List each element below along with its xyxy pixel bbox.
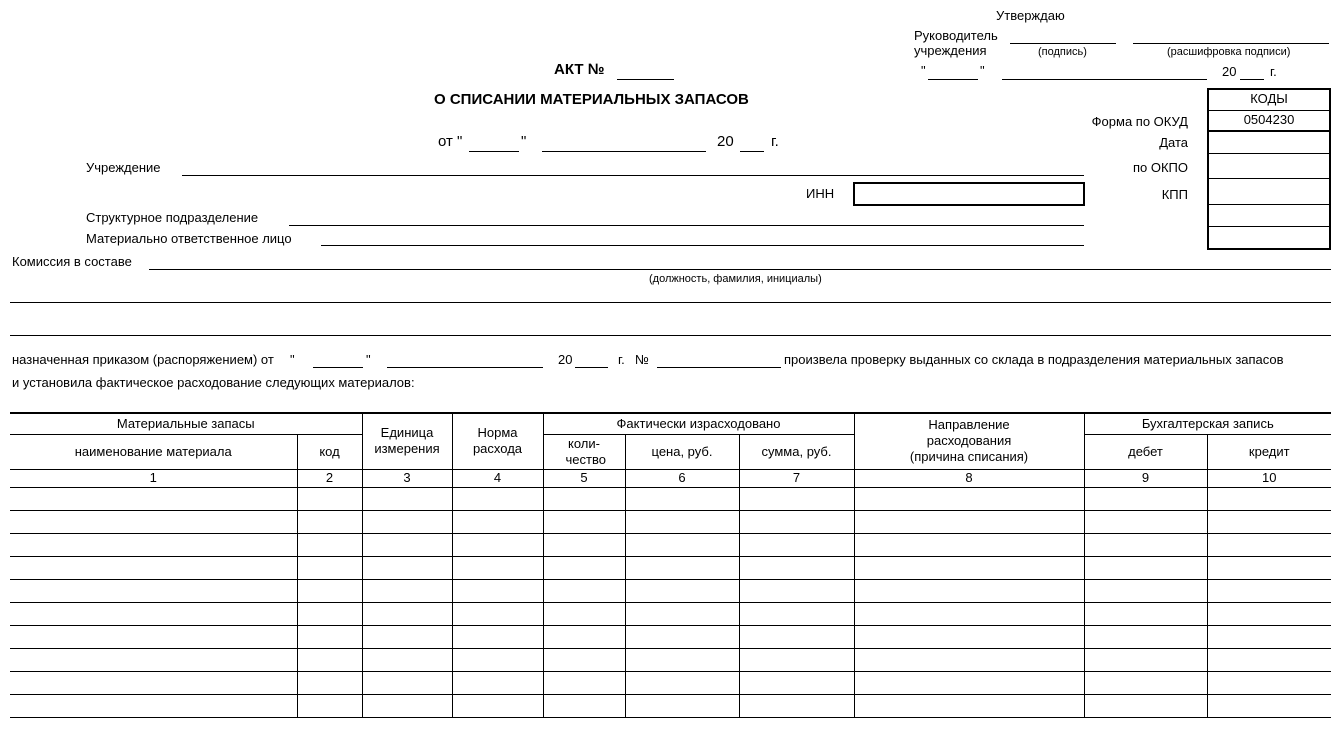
- table-cell[interactable]: [543, 510, 625, 533]
- col-number: 10: [1207, 469, 1331, 487]
- table-cell[interactable]: [297, 556, 362, 579]
- division-line[interactable]: [289, 225, 1084, 226]
- table-cell[interactable]: [10, 533, 297, 556]
- table-row: [10, 648, 1331, 671]
- col-number: 4: [452, 469, 543, 487]
- act-date-quote-close: ": [521, 133, 527, 150]
- table-cell[interactable]: [854, 694, 1084, 717]
- head-signature-line[interactable]: [1010, 43, 1116, 44]
- table-cell[interactable]: [362, 533, 452, 556]
- okud-label: Форма по ОКУД: [1091, 114, 1188, 129]
- head-decoding-line[interactable]: [1133, 43, 1329, 44]
- kpp-code-cell[interactable]: [1209, 205, 1329, 227]
- decoding-caption: (расшифровка подписи): [1167, 46, 1291, 58]
- col-number: 2: [297, 469, 362, 487]
- table-cell[interactable]: [452, 648, 543, 671]
- table-cell[interactable]: [10, 556, 297, 579]
- table-cell[interactable]: [854, 556, 1084, 579]
- table-cell[interactable]: [1207, 533, 1331, 556]
- table-cell[interactable]: [739, 510, 854, 533]
- table-cell[interactable]: [452, 579, 543, 602]
- table-row: [10, 579, 1331, 602]
- th-norm: Норма расхода: [452, 413, 543, 469]
- act-year-line[interactable]: [740, 151, 764, 152]
- table-cell[interactable]: [739, 648, 854, 671]
- table-cell[interactable]: [1207, 510, 1331, 533]
- th-materials-group: Материальные запасы: [10, 413, 362, 434]
- table-cell[interactable]: [10, 694, 297, 717]
- extra-code-cell[interactable]: [1209, 227, 1329, 248]
- table-cell[interactable]: [452, 510, 543, 533]
- commission-line[interactable]: [149, 269, 1331, 270]
- table-cell[interactable]: [362, 625, 452, 648]
- approve-year-line[interactable]: [1240, 79, 1264, 80]
- table-cell[interactable]: [297, 533, 362, 556]
- table-cell[interactable]: [10, 487, 297, 510]
- table-row: [10, 533, 1331, 556]
- th-qty: коли-чество: [543, 434, 625, 469]
- order-day-line[interactable]: [313, 367, 363, 368]
- th-sum: сумма, руб.: [739, 434, 854, 469]
- col-number: 7: [739, 469, 854, 487]
- table-cell[interactable]: [543, 671, 625, 694]
- inn-code-cell[interactable]: [1209, 179, 1329, 205]
- table-cell[interactable]: [854, 602, 1084, 625]
- table-cell[interactable]: [297, 487, 362, 510]
- table-cell[interactable]: [1207, 648, 1331, 671]
- table-cell[interactable]: [625, 487, 739, 510]
- table-cell[interactable]: [543, 625, 625, 648]
- table-cell[interactable]: [1084, 602, 1207, 625]
- table-cell[interactable]: [854, 671, 1084, 694]
- table-row: [10, 556, 1331, 579]
- table-cell[interactable]: [1084, 671, 1207, 694]
- approve-title: Утверждаю: [996, 8, 1065, 23]
- institution-line[interactable]: [182, 175, 1084, 176]
- column-number-row: [10, 469, 1331, 487]
- table-cell[interactable]: [739, 625, 854, 648]
- table-cell[interactable]: [854, 579, 1084, 602]
- table-cell[interactable]: [739, 579, 854, 602]
- okud-value: 0504230: [1209, 111, 1329, 132]
- th-name: наименование материала: [10, 434, 297, 469]
- approve-day-line[interactable]: [928, 79, 978, 80]
- table-cell[interactable]: [1207, 602, 1331, 625]
- table-row: [10, 625, 1331, 648]
- commission-label: Комиссия в составе: [12, 254, 132, 269]
- table-cell[interactable]: [362, 579, 452, 602]
- table-cell[interactable]: [1084, 625, 1207, 648]
- table-cell[interactable]: [625, 510, 739, 533]
- division-label: Структурное подразделение: [86, 210, 259, 225]
- table-cell[interactable]: [452, 556, 543, 579]
- inn-label: ИНН: [806, 186, 835, 201]
- table-cell[interactable]: [1207, 625, 1331, 648]
- table-cell[interactable]: [362, 648, 452, 671]
- order-month-line[interactable]: [387, 367, 543, 368]
- table-cell[interactable]: [297, 694, 362, 717]
- order-suffix: произвела проверку выданных со склада в подразделения материальных запасов: [784, 352, 1284, 367]
- table-cell[interactable]: [543, 556, 625, 579]
- col-number: 5: [543, 469, 625, 487]
- table-cell[interactable]: [625, 556, 739, 579]
- table-cell[interactable]: [625, 625, 739, 648]
- table-cell[interactable]: [452, 694, 543, 717]
- table-row: [10, 602, 1331, 625]
- table-row: [10, 671, 1331, 694]
- table-row: [10, 487, 1331, 510]
- table-cell[interactable]: [854, 648, 1084, 671]
- table-cell[interactable]: [739, 694, 854, 717]
- table-cell[interactable]: [739, 602, 854, 625]
- table-cell[interactable]: [362, 487, 452, 510]
- approve-month-line[interactable]: [1002, 79, 1207, 80]
- document-title: О СПИСАНИИ МАТЕРИАЛЬНЫХ ЗАПАСОВ: [434, 91, 749, 108]
- act-year-suffix: г.: [771, 133, 779, 150]
- table-cell[interactable]: [625, 648, 739, 671]
- col-number: 8: [854, 469, 1084, 487]
- table-cell[interactable]: [625, 579, 739, 602]
- act-number-line[interactable]: [617, 79, 674, 80]
- table-cell[interactable]: [625, 602, 739, 625]
- th-accounting-group: Бухгалтерская запись: [1084, 413, 1331, 434]
- table-cell[interactable]: [739, 556, 854, 579]
- th-direction: Направление расходования (причина списания): [854, 413, 1084, 469]
- okpo-code-cell[interactable]: [1209, 154, 1329, 179]
- date-code-cell[interactable]: [1209, 132, 1329, 154]
- th-actual-group: Фактически израсходовано: [543, 413, 854, 434]
- table-cell[interactable]: [10, 510, 297, 533]
- table-cell[interactable]: [10, 625, 297, 648]
- table-cell[interactable]: [362, 602, 452, 625]
- table-cell[interactable]: [297, 625, 362, 648]
- table-cell[interactable]: [543, 602, 625, 625]
- order-line-2: и установила фактическое расходование следующих материалов:: [12, 375, 415, 390]
- order-number-line[interactable]: [657, 367, 781, 368]
- table-cell[interactable]: [10, 579, 297, 602]
- act-number-label: АКТ №: [554, 61, 605, 78]
- th-credit: кредит: [1207, 434, 1331, 469]
- table-cell[interactable]: [543, 533, 625, 556]
- table-row: [10, 510, 1331, 533]
- table-cell[interactable]: [1207, 671, 1331, 694]
- table-cell[interactable]: [362, 671, 452, 694]
- table-cell[interactable]: [297, 671, 362, 694]
- table-cell[interactable]: [543, 579, 625, 602]
- table-cell[interactable]: [1207, 694, 1331, 717]
- table-cell[interactable]: [452, 671, 543, 694]
- date-label: Дата: [1159, 135, 1188, 150]
- table-cell[interactable]: [1084, 556, 1207, 579]
- table-cell[interactable]: [10, 648, 297, 671]
- table-cell[interactable]: [854, 510, 1084, 533]
- head-label-1: Руководитель: [914, 28, 998, 43]
- table-row: [10, 694, 1331, 717]
- table-cell[interactable]: [1084, 579, 1207, 602]
- col-number: 3: [362, 469, 452, 487]
- col-number: 9: [1084, 469, 1207, 487]
- th-unit: Единица измерения: [362, 413, 452, 469]
- table-cell[interactable]: [362, 556, 452, 579]
- table-cell[interactable]: [297, 510, 362, 533]
- order-year-prefix: 20: [558, 352, 573, 367]
- commission-line-2[interactable]: [10, 302, 1331, 303]
- table-cell[interactable]: [452, 533, 543, 556]
- table-cell[interactable]: [452, 602, 543, 625]
- table-cell[interactable]: [543, 648, 625, 671]
- table-cell[interactable]: [739, 671, 854, 694]
- approve-year-prefix: 20: [1222, 64, 1237, 79]
- table-cell[interactable]: [854, 625, 1084, 648]
- table-cell[interactable]: [854, 487, 1084, 510]
- table-cell[interactable]: [625, 671, 739, 694]
- table-cell[interactable]: [625, 533, 739, 556]
- act-date-from: от ": [438, 133, 463, 150]
- col-number: 1: [10, 469, 297, 487]
- order-year-suffix: г.: [618, 352, 625, 367]
- table-cell[interactable]: [1084, 533, 1207, 556]
- okpo-label: по ОКПО: [1132, 160, 1188, 175]
- act-month-line[interactable]: [542, 151, 706, 152]
- table-cell[interactable]: [362, 510, 452, 533]
- responsible-label: Материально ответственное лицо: [86, 231, 292, 246]
- table-cell[interactable]: [854, 533, 1084, 556]
- table-cell[interactable]: [452, 625, 543, 648]
- order-quote-close: ": [366, 352, 371, 367]
- approve-quote-close: ": [980, 63, 985, 78]
- commission-line-3[interactable]: [10, 335, 1331, 336]
- act-day-line[interactable]: [469, 151, 519, 152]
- th-code: код: [297, 434, 362, 469]
- signature-caption: (подпись): [1038, 46, 1087, 58]
- approve-year-suffix: г.: [1270, 64, 1277, 79]
- table-cell[interactable]: [739, 533, 854, 556]
- table-cell[interactable]: [625, 694, 739, 717]
- table-cell[interactable]: [297, 602, 362, 625]
- materials-table: [10, 412, 1331, 718]
- codes-header: КОДЫ: [1209, 90, 1329, 111]
- order-year-line[interactable]: [575, 367, 608, 368]
- order-prefix: назначенная приказом (распоряжением) от: [12, 352, 274, 367]
- responsible-line[interactable]: [321, 245, 1084, 246]
- act-year-prefix: 20: [717, 133, 734, 150]
- col-number: 6: [625, 469, 739, 487]
- codes-box: [1207, 88, 1331, 250]
- order-number-sign: №: [635, 352, 649, 367]
- inn-box[interactable]: [853, 182, 1085, 206]
- table-cell[interactable]: [1084, 487, 1207, 510]
- table-cell[interactable]: [1207, 487, 1331, 510]
- table-cell[interactable]: [739, 487, 854, 510]
- kpp-label: КПП: [1161, 187, 1188, 202]
- approve-quote-open: ": [921, 63, 926, 78]
- table-cell[interactable]: [1207, 579, 1331, 602]
- institution-label: Учреждение: [86, 160, 161, 175]
- table-cell[interactable]: [1207, 556, 1331, 579]
- table-cell[interactable]: [1084, 510, 1207, 533]
- table-cell[interactable]: [297, 579, 362, 602]
- commission-caption: (должность, фамилия, инициалы): [649, 273, 822, 285]
- table-cell[interactable]: [543, 694, 625, 717]
- table-cell[interactable]: [362, 694, 452, 717]
- table-cell[interactable]: [452, 487, 543, 510]
- head-label-2: учреждения: [914, 43, 987, 58]
- table-cell[interactable]: [543, 487, 625, 510]
- table-cell[interactable]: [10, 602, 297, 625]
- table-cell[interactable]: [1084, 648, 1207, 671]
- table-cell[interactable]: [1084, 694, 1207, 717]
- table-cell[interactable]: [10, 671, 297, 694]
- table-body: [10, 487, 1331, 717]
- th-debit: дебет: [1084, 434, 1207, 469]
- table-cell[interactable]: [297, 648, 362, 671]
- th-price: цена, руб.: [625, 434, 739, 469]
- order-quote-open: ": [290, 352, 295, 367]
